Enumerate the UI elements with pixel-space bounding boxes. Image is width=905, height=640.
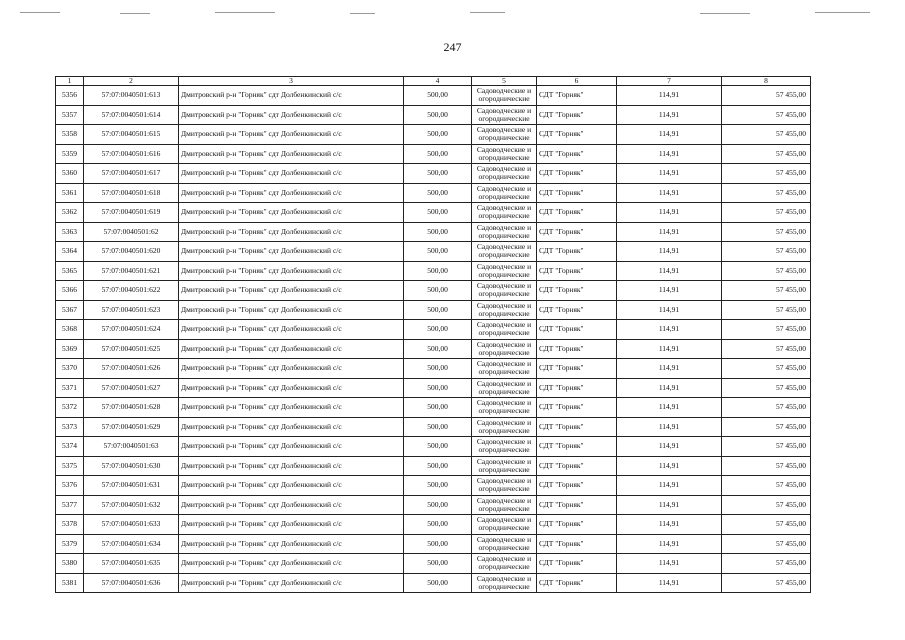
cell-value-per-unit: 114,91 [617,398,722,418]
column-header-4: 4 [404,77,472,86]
scan-artifact [350,13,375,14]
cell-value-per-unit: 114,91 [617,86,722,106]
cell-address: Дмитровский р-н "Горняк" сдт Долбенкинский с/с [179,183,404,203]
cell-land-use: Садоводческие и огороднические [472,86,537,106]
cell-area: 500,00 [404,495,472,515]
cell-area: 500,00 [404,183,472,203]
cell-land-use: Садоводческие и огороднические [472,281,537,301]
cell-value-per-unit: 114,91 [617,261,722,281]
cell-cadastral-number: 57:07:0040501:616 [84,144,179,164]
cell-owner: СДТ "Горняк" [537,554,617,574]
cell-area: 500,00 [404,378,472,398]
cell-land-use: Садоводческие и огороднические [472,515,537,535]
cell-area: 500,00 [404,300,472,320]
cell-cadastral-number: 57:07:0040501:633 [84,515,179,535]
cell-address: Дмитровский р-н "Горняк" сдт Долбенкинский с/с [179,164,404,184]
cell-total-value: 57 455,00 [722,222,811,242]
cell-land-use: Садоводческие и огороднические [472,300,537,320]
cell-cadastral-number: 57:07:0040501:634 [84,534,179,554]
cell-cadastral-number: 57:07:0040501:629 [84,417,179,437]
cell-owner: СДТ "Горняк" [537,164,617,184]
cell-address: Дмитровский р-н "Горняк" сдт Долбенкинский с/с [179,573,404,593]
table-row [56,164,811,184]
cell-value-per-unit: 114,91 [617,164,722,184]
cell-total-value: 57 455,00 [722,164,811,184]
cell-value-per-unit: 114,91 [617,476,722,496]
cell-owner: СДТ "Горняк" [537,183,617,203]
cell-address: Дмитровский р-н "Горняк" сдт Долбенкинский с/с [179,476,404,496]
cell-total-value: 57 455,00 [722,573,811,593]
cell-address: Дмитровский р-н "Горняк" сдт Долбенкинский с/с [179,554,404,574]
cell-cadastral-number: 57:07:0040501:625 [84,339,179,359]
table-row [56,281,811,301]
cell-cadastral-number: 57:07:0040501:613 [84,86,179,106]
table-row [56,554,811,574]
cell-total-value: 57 455,00 [722,320,811,340]
cell-land-use: Садоводческие и огороднические [472,359,537,379]
cell-total-value: 57 455,00 [722,456,811,476]
scan-artifact [120,13,150,14]
cell-land-use: Садоводческие и огороднические [472,476,537,496]
cell-row-number: 5356 [56,86,84,106]
cell-land-use: Садоводческие и огороднические [472,456,537,476]
cell-value-per-unit: 114,91 [617,495,722,515]
cell-total-value: 57 455,00 [722,476,811,496]
cell-row-number: 5381 [56,573,84,593]
table-row [56,183,811,203]
table-row [56,125,811,145]
table-row [56,417,811,437]
table-row [56,398,811,418]
cell-address: Дмитровский р-н "Горняк" сдт Долбенкинский с/с [179,242,404,262]
cell-area: 500,00 [404,359,472,379]
page-number: 247 [443,40,462,54]
table-row [56,437,811,457]
cell-area: 500,00 [404,534,472,554]
cell-row-number: 5362 [56,203,84,223]
cell-area: 500,00 [404,164,472,184]
column-header-8: 8 [722,77,811,86]
cell-value-per-unit: 114,91 [617,554,722,574]
cell-value-per-unit: 114,91 [617,300,722,320]
cell-owner: СДТ "Горняк" [537,86,617,106]
cell-address: Дмитровский р-н "Горняк" сдт Долбенкинский с/с [179,144,404,164]
cell-area: 500,00 [404,203,472,223]
cell-owner: СДТ "Горняк" [537,534,617,554]
cell-row-number: 5373 [56,417,84,437]
cell-value-per-unit: 114,91 [617,359,722,379]
cell-row-number: 5372 [56,398,84,418]
cell-cadastral-number: 57:07:0040501:622 [84,281,179,301]
cell-cadastral-number: 57:07:0040501:619 [84,203,179,223]
column-header-6: 6 [537,77,617,86]
cell-row-number: 5370 [56,359,84,379]
cell-address: Дмитровский р-н "Горняк" сдт Долбенкинский с/с [179,281,404,301]
cell-value-per-unit: 114,91 [617,378,722,398]
cell-land-use: Садоводческие и огороднические [472,339,537,359]
cell-address: Дмитровский р-н "Горняк" сдт Долбенкинский с/с [179,495,404,515]
table-row [56,86,811,106]
cell-row-number: 5374 [56,437,84,457]
cell-total-value: 57 455,00 [722,183,811,203]
cell-row-number: 5365 [56,261,84,281]
cell-value-per-unit: 114,91 [617,320,722,340]
cell-cadastral-number: 57:07:0040501:623 [84,300,179,320]
scan-artifact [815,12,870,13]
scan-artifact [470,12,505,13]
table-row [56,515,811,535]
cell-row-number: 5364 [56,242,84,262]
cell-land-use: Садоводческие и огороднические [472,437,537,457]
table-row [56,320,811,340]
cell-address: Дмитровский р-н "Горняк" сдт Долбенкинский с/с [179,339,404,359]
scan-artifact [700,13,750,14]
cell-cadastral-number: 57:07:0040501:630 [84,456,179,476]
cell-value-per-unit: 114,91 [617,573,722,593]
cell-area: 500,00 [404,476,472,496]
cell-value-per-unit: 114,91 [617,456,722,476]
cell-area: 500,00 [404,398,472,418]
cell-row-number: 5368 [56,320,84,340]
cell-land-use: Садоводческие и огороднические [472,203,537,223]
cell-area: 500,00 [404,222,472,242]
cell-address: Дмитровский р-н "Горняк" сдт Долбенкинский с/с [179,222,404,242]
cell-address: Дмитровский р-н "Горняк" сдт Долбенкинский с/с [179,417,404,437]
cell-land-use: Садоводческие и огороднические [472,242,537,262]
cell-total-value: 57 455,00 [722,105,811,125]
cell-land-use: Садоводческие и огороднические [472,320,537,340]
cell-total-value: 57 455,00 [722,495,811,515]
cell-total-value: 57 455,00 [722,378,811,398]
cell-total-value: 57 455,00 [722,339,811,359]
cell-row-number: 5375 [56,456,84,476]
cell-owner: СДТ "Горняк" [537,222,617,242]
cell-area: 500,00 [404,261,472,281]
cell-address: Дмитровский р-н "Горняк" сдт Долбенкинский с/с [179,378,404,398]
cell-area: 500,00 [404,86,472,106]
cell-row-number: 5378 [56,515,84,535]
scan-artifact [215,12,275,13]
cell-owner: СДТ "Горняк" [537,573,617,593]
cell-land-use: Садоводческие и огороднические [472,398,537,418]
cell-land-use: Садоводческие и огороднические [472,378,537,398]
table-body [56,86,811,593]
cell-land-use: Садоводческие и огороднические [472,222,537,242]
cell-value-per-unit: 114,91 [617,339,722,359]
cell-value-per-unit: 114,91 [617,105,722,125]
cell-area: 500,00 [404,242,472,262]
cell-cadastral-number: 57:07:0040501:617 [84,164,179,184]
cell-land-use: Садоводческие и огороднические [472,105,537,125]
cell-row-number: 5366 [56,281,84,301]
cell-land-use: Садоводческие и огороднические [472,261,537,281]
cell-cadastral-number: 57:07:0040501:615 [84,125,179,145]
cell-land-use: Садоводческие и огороднические [472,183,537,203]
cell-address: Дмитровский р-н "Горняк" сдт Долбенкинский с/с [179,359,404,379]
cell-area: 500,00 [404,515,472,535]
cell-owner: СДТ "Горняк" [537,339,617,359]
cell-address: Дмитровский р-н "Горняк" сдт Долбенкинский с/с [179,203,404,223]
cell-cadastral-number: 57:07:0040501:624 [84,320,179,340]
cell-address: Дмитровский р-н "Горняк" сдт Долбенкинский с/с [179,125,404,145]
cell-owner: СДТ "Горняк" [537,105,617,125]
cell-total-value: 57 455,00 [722,281,811,301]
table-row [56,456,811,476]
cell-address: Дмитровский р-н "Горняк" сдт Долбенкинский с/с [179,320,404,340]
cell-area: 500,00 [404,144,472,164]
cell-owner: СДТ "Горняк" [537,300,617,320]
cell-total-value: 57 455,00 [722,534,811,554]
cell-cadastral-number: 57:07:0040501:626 [84,359,179,379]
cell-cadastral-number: 57:07:0040501:63 [84,437,179,457]
cell-value-per-unit: 114,91 [617,144,722,164]
cell-row-number: 5377 [56,495,84,515]
column-header-5: 5 [472,77,537,86]
cell-area: 500,00 [404,437,472,457]
cell-owner: СДТ "Горняк" [537,125,617,145]
cell-total-value: 57 455,00 [722,437,811,457]
cell-total-value: 57 455,00 [722,261,811,281]
table-row [56,378,811,398]
cell-total-value: 57 455,00 [722,359,811,379]
cell-value-per-unit: 114,91 [617,125,722,145]
cell-owner: СДТ "Горняк" [537,456,617,476]
cell-land-use: Садоводческие и огороднические [472,554,537,574]
column-header-3: 3 [179,77,404,86]
table-row [56,476,811,496]
cell-owner: СДТ "Горняк" [537,378,617,398]
table-row [56,573,811,593]
cell-row-number: 5357 [56,105,84,125]
cell-cadastral-number: 57:07:0040501:632 [84,495,179,515]
table-row [56,222,811,242]
cell-value-per-unit: 114,91 [617,437,722,457]
cell-total-value: 57 455,00 [722,554,811,574]
cell-row-number: 5380 [56,554,84,574]
cell-area: 500,00 [404,554,472,574]
cell-owner: СДТ "Горняк" [537,203,617,223]
cell-cadastral-number: 57:07:0040501:621 [84,261,179,281]
cell-row-number: 5360 [56,164,84,184]
cell-land-use: Садоводческие и огороднические [472,164,537,184]
table-row [56,105,811,125]
cell-area: 500,00 [404,320,472,340]
cell-land-use: Садоводческие и огороднические [472,144,537,164]
cell-total-value: 57 455,00 [722,86,811,106]
table-row [56,359,811,379]
table-row [56,495,811,515]
cell-row-number: 5369 [56,339,84,359]
cell-row-number: 5363 [56,222,84,242]
cell-total-value: 57 455,00 [722,203,811,223]
cell-owner: СДТ "Горняк" [537,261,617,281]
cell-owner: СДТ "Горняк" [537,281,617,301]
cell-row-number: 5367 [56,300,84,320]
cell-owner: СДТ "Горняк" [537,144,617,164]
cell-cadastral-number: 57:07:0040501:614 [84,105,179,125]
cell-value-per-unit: 114,91 [617,417,722,437]
table-row [56,203,811,223]
cell-row-number: 5361 [56,183,84,203]
cell-row-number: 5379 [56,534,84,554]
table-row [56,534,811,554]
column-header-1: 1 [56,77,84,86]
table-row [56,261,811,281]
cell-area: 500,00 [404,456,472,476]
scan-artifact [20,12,60,13]
land-plot-table [55,76,811,593]
cell-address: Дмитровский р-н "Горняк" сдт Долбенкинский с/с [179,300,404,320]
cell-address: Дмитровский р-н "Горняк" сдт Долбенкинский с/с [179,456,404,476]
cell-total-value: 57 455,00 [722,300,811,320]
cell-total-value: 57 455,00 [722,515,811,535]
cell-land-use: Садоводческие и огороднические [472,573,537,593]
cell-address: Дмитровский р-н "Горняк" сдт Долбенкинский с/с [179,261,404,281]
cell-owner: СДТ "Горняк" [537,320,617,340]
cell-cadastral-number: 57:07:0040501:627 [84,378,179,398]
cell-owner: СДТ "Горняк" [537,515,617,535]
cell-row-number: 5359 [56,144,84,164]
cell-area: 500,00 [404,105,472,125]
column-header-2: 2 [84,77,179,86]
cell-value-per-unit: 114,91 [617,222,722,242]
cell-value-per-unit: 114,91 [617,534,722,554]
cell-area: 500,00 [404,281,472,301]
table-row [56,144,811,164]
cell-total-value: 57 455,00 [722,398,811,418]
table-row [56,339,811,359]
cell-total-value: 57 455,00 [722,144,811,164]
cell-owner: СДТ "Горняк" [537,437,617,457]
cell-value-per-unit: 114,91 [617,242,722,262]
cell-cadastral-number: 57:07:0040501:636 [84,573,179,593]
cell-cadastral-number: 57:07:0040501:635 [84,554,179,574]
cell-address: Дмитровский р-н "Горняк" сдт Долбенкинский с/с [179,398,404,418]
cell-cadastral-number: 57:07:0040501:620 [84,242,179,262]
cell-cadastral-number: 57:07:0040501:618 [84,183,179,203]
column-header-7: 7 [617,77,722,86]
cell-value-per-unit: 114,91 [617,203,722,223]
cell-row-number: 5358 [56,125,84,145]
cell-land-use: Садоводческие и огороднические [472,417,537,437]
cell-cadastral-number: 57:07:0040501:628 [84,398,179,418]
cell-address: Дмитровский р-н "Горняк" сдт Долбенкинский с/с [179,86,404,106]
cell-cadastral-number: 57:07:0040501:62 [84,222,179,242]
cell-total-value: 57 455,00 [722,242,811,262]
cell-area: 500,00 [404,339,472,359]
cell-address: Дмитровский р-н "Горняк" сдт Долбенкинский с/с [179,515,404,535]
cell-owner: СДТ "Горняк" [537,242,617,262]
cell-row-number: 5376 [56,476,84,496]
cell-owner: СДТ "Горняк" [537,417,617,437]
cell-value-per-unit: 114,91 [617,183,722,203]
cell-cadastral-number: 57:07:0040501:631 [84,476,179,496]
table-header-row [56,77,811,86]
cell-area: 500,00 [404,125,472,145]
cell-value-per-unit: 114,91 [617,281,722,301]
cell-land-use: Садоводческие и огороднические [472,125,537,145]
cell-land-use: Садоводческие и огороднические [472,495,537,515]
cell-value-per-unit: 114,91 [617,515,722,535]
cell-address: Дмитровский р-н "Горняк" сдт Долбенкинский с/с [179,105,404,125]
land-plot-table-container [55,76,810,593]
cell-owner: СДТ "Горняк" [537,359,617,379]
cell-land-use: Садоводческие и огороднические [472,534,537,554]
cell-total-value: 57 455,00 [722,417,811,437]
table-row [56,242,811,262]
cell-address: Дмитровский р-н "Горняк" сдт Долбенкинский с/с [179,534,404,554]
cell-owner: СДТ "Горняк" [537,398,617,418]
cell-area: 500,00 [404,573,472,593]
cell-address: Дмитровский р-н "Горняк" сдт Долбенкинский с/с [179,437,404,457]
cell-area: 500,00 [404,417,472,437]
cell-owner: СДТ "Горняк" [537,476,617,496]
cell-total-value: 57 455,00 [722,125,811,145]
cell-row-number: 5371 [56,378,84,398]
cell-owner: СДТ "Горняк" [537,495,617,515]
table-row [56,300,811,320]
